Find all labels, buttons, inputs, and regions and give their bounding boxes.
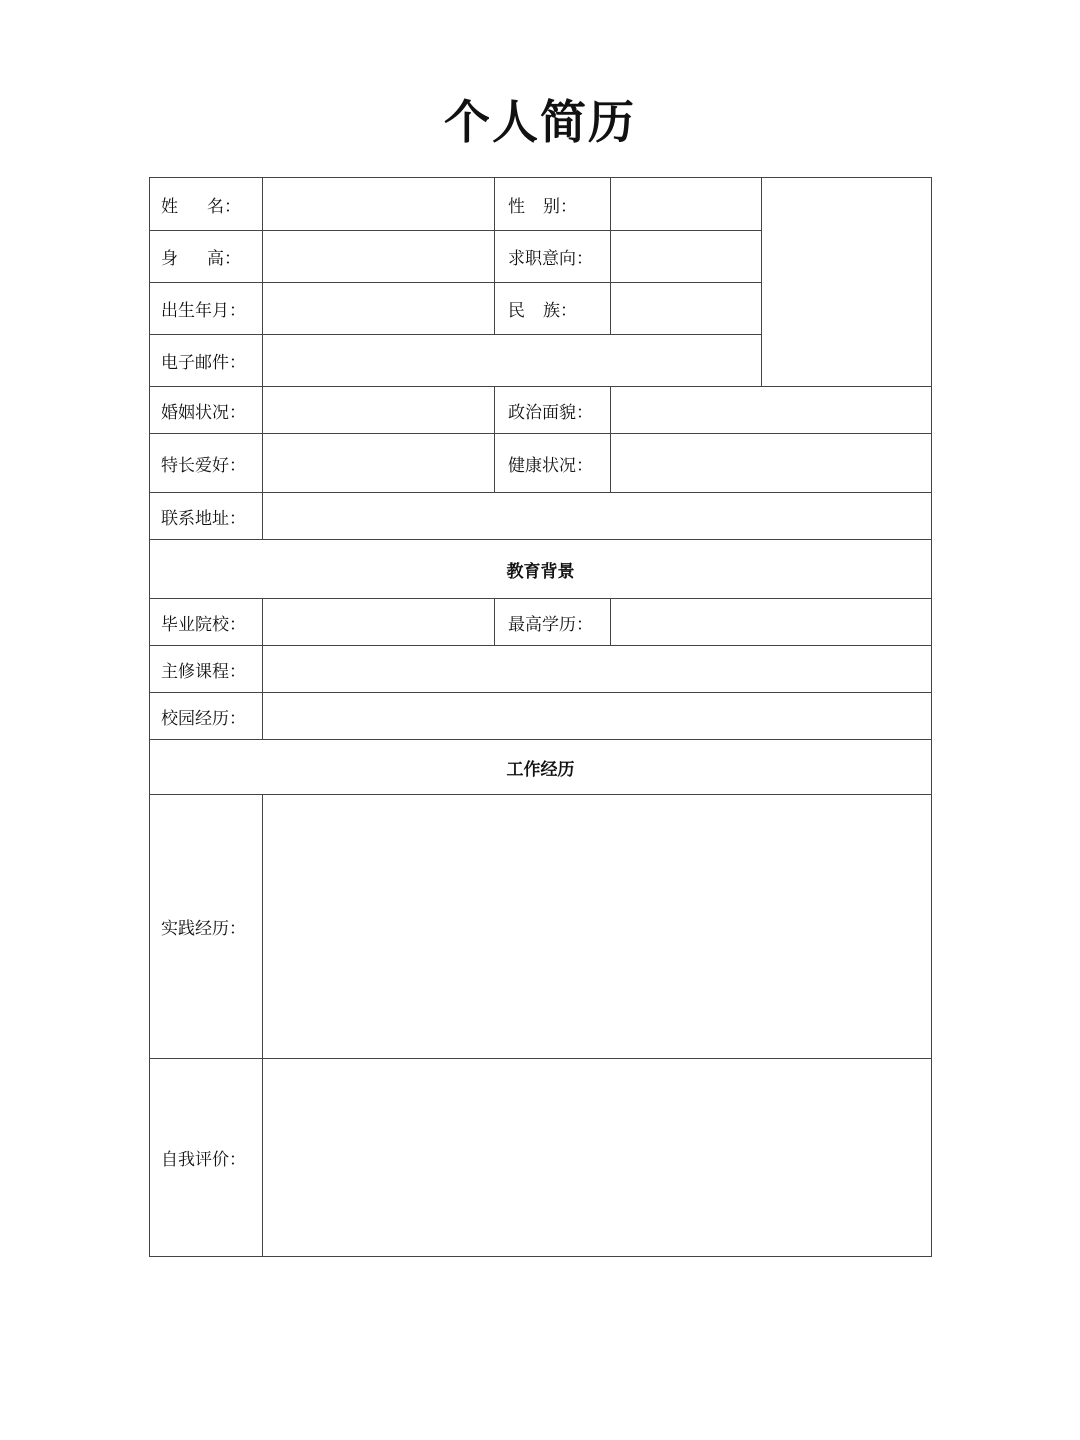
ethnicity-field[interactable] [611,283,762,335]
email-label: 电子邮件： [150,335,263,387]
degree-field[interactable] [611,599,932,646]
ethnicity-label: 民 族： [495,283,611,335]
height-field[interactable] [263,231,495,283]
education-heading: 教育背景 [150,540,932,599]
job-intent-field[interactable] [611,231,762,283]
row-practice [150,795,932,1059]
row-campus [150,693,932,740]
row-courses [150,646,932,693]
gender-field[interactable] [611,178,762,231]
courses-field[interactable] [263,646,932,693]
campus-label: 校园经历： [150,693,263,740]
birth-field[interactable] [263,283,495,335]
row-school-degree [150,599,932,646]
row-education-heading [150,540,932,599]
birth-label: 出生年月： [150,283,263,335]
row-address [150,493,932,540]
self-eval-field[interactable] [263,1059,932,1257]
political-field[interactable] [611,387,932,434]
political-label: 政治面貌： [495,387,611,434]
practice-field[interactable] [263,795,932,1059]
photo-box[interactable] [762,178,932,387]
health-field[interactable] [611,434,932,493]
height-label: 身 高： [150,231,263,283]
row-name-gender [150,178,932,231]
work-heading: 工作经历 [150,740,932,795]
degree-label: 最高学历： [495,599,611,646]
job-intent-label: 求职意向： [495,231,611,283]
school-label: 毕业院校： [150,599,263,646]
health-label: 健康状况： [495,434,611,493]
marital-field[interactable] [263,387,495,434]
gender-label: 性 别： [495,178,611,231]
row-hobby-health [150,434,932,493]
name-label: 姓 名： [150,178,263,231]
hobby-label: 特长爱好： [150,434,263,493]
resume-table [149,177,932,1257]
address-label: 联系地址： [150,493,263,540]
name-field[interactable] [263,178,495,231]
row-self-eval [150,1059,932,1257]
address-field[interactable] [263,493,932,540]
row-marital-political [150,387,932,434]
page-title: 个人简历 [444,95,636,149]
school-field[interactable] [263,599,495,646]
marital-label: 婚姻状况： [150,387,263,434]
email-field[interactable] [263,335,762,387]
row-work-heading [150,740,932,795]
hobby-field[interactable] [263,434,495,493]
self-eval-label: 自我评价： [150,1059,263,1257]
practice-label: 实践经历： [150,795,263,1059]
courses-label: 主修课程： [150,646,263,693]
campus-field[interactable] [263,693,932,740]
